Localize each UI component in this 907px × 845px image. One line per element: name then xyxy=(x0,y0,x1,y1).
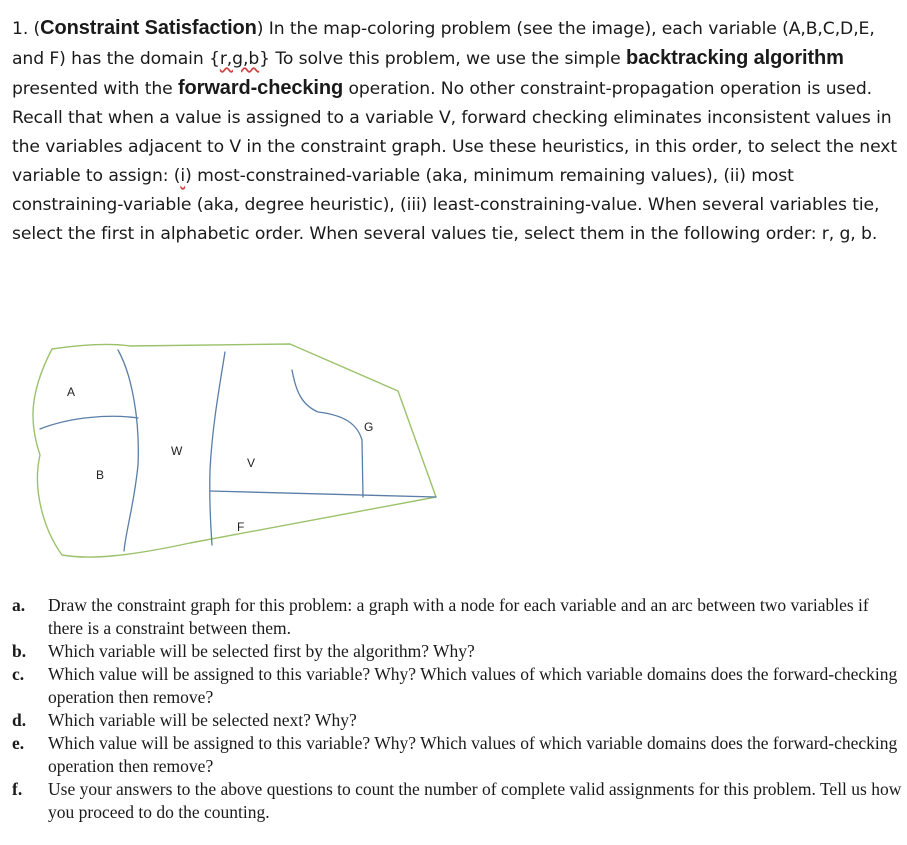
intro-text-5: ) most-constrained-variable (aka, minimum remaining values), (ii) most constraining-variable (aka, degree heuristic), (iii) least-constraining-value. When several variables tie, select the first in alphabetic order. When several values tie, select them in the following order: r, g, b. xyxy=(12,166,880,244)
question-label: f. xyxy=(12,779,23,799)
question-list xyxy=(12,594,902,824)
backtracking-term: backtracking algorithm xyxy=(626,47,844,69)
border-w-v xyxy=(210,352,225,545)
region-label-b: B xyxy=(96,468,105,482)
question-label: a. xyxy=(12,595,26,615)
map-figure xyxy=(0,330,460,570)
question-item xyxy=(12,709,902,732)
question-item xyxy=(12,663,902,709)
question-text: Which variable will be selected first by the algorithm? Why? xyxy=(48,641,475,661)
question-item xyxy=(12,732,902,778)
question-label: d. xyxy=(12,710,27,730)
problem-title: Constraint Satisfaction xyxy=(40,17,257,39)
border-v-f xyxy=(210,491,436,497)
question-label: e. xyxy=(12,733,25,753)
question-label: c. xyxy=(12,664,25,684)
domain-values: r,g,b xyxy=(219,49,260,69)
question-item xyxy=(12,640,902,663)
region-label-v: V xyxy=(247,456,256,470)
intro-text-3: presented with the xyxy=(12,79,178,99)
roman-numeral-i: i xyxy=(180,166,186,186)
intro-text-1: ) In the map-coloring problem (see the image), each variable (A,B,C,D,E, and F) has the domain { xyxy=(12,19,875,69)
question-text: Which variable will be selected next? Why? xyxy=(48,710,357,730)
region-label-w: W xyxy=(171,444,183,458)
forward-checking-term: forward-checking xyxy=(177,77,344,99)
region-label-g: G xyxy=(364,420,374,434)
map-outline xyxy=(33,344,436,557)
border-a-b xyxy=(40,416,138,429)
question-text: Use your answers to the above questions to count the number of complete valid assignments for this problem. Tell us how you proceed to do the counting. xyxy=(48,779,902,822)
border-v-g xyxy=(292,370,363,497)
region-label-a: A xyxy=(67,385,76,399)
question-text: Which value will be assigned to this variable? Why? Which values of which variable domains does the forward-checking operation then remove? xyxy=(48,664,898,707)
question-item xyxy=(12,778,902,824)
region-label-f: F xyxy=(237,520,245,534)
border-ab-w xyxy=(118,350,138,551)
question-text: Which value will be assigned to this variable? Why? Which values of which variable domains does the forward-checking operation then remove? xyxy=(48,733,898,776)
question-item xyxy=(12,594,902,640)
question-text: Draw the constraint graph for this problem: a graph with a node for each variable and an arc between two variables if there is a constraint between them. xyxy=(48,595,869,638)
problem-statement xyxy=(12,14,897,249)
intro-text-2: } To solve this problem, we use the simple xyxy=(259,49,626,69)
problem-number: 1. ( xyxy=(12,19,41,39)
intro-text-4: operation. No other constraint-propagation operation is used. Recall that when a value is assigned to a variable V, forward checking eliminates inconsistent values in the variables adjacent to V in the constraint graph. Use these heuristics, in this order, to select the next variable to assign: ( xyxy=(12,79,897,186)
question-label: b. xyxy=(12,641,27,661)
